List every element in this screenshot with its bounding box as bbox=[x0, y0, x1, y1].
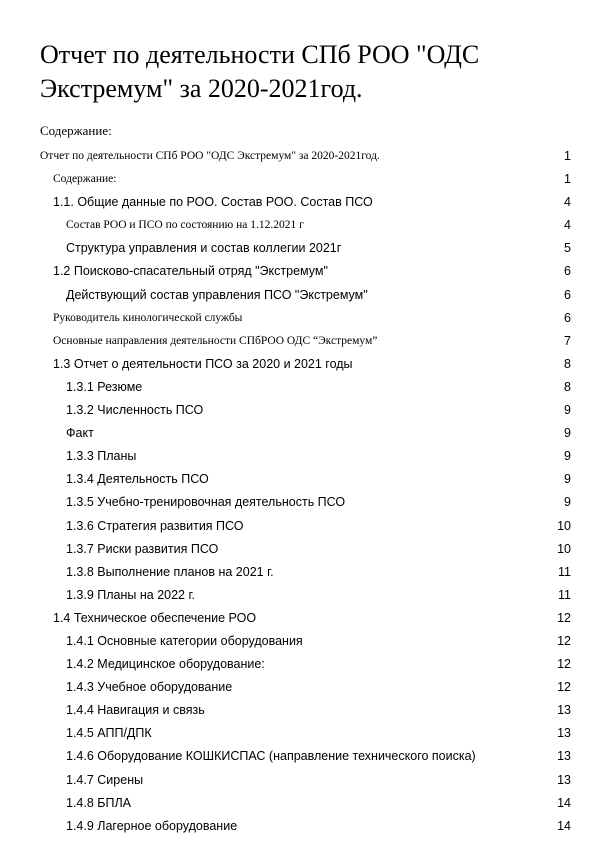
toc-entry[interactable] bbox=[0, 285, 611, 308]
toc-entry-page-number[interactable]: 1 bbox=[564, 149, 571, 163]
toc-entry-page-number[interactable]: 6 bbox=[564, 310, 571, 325]
toc-entry-label[interactable]: 1.3.5 Учебно-тренировочная деятельность ПСО bbox=[66, 495, 346, 510]
toc-entry-page-number[interactable]: 9 bbox=[564, 449, 571, 464]
toc-entry-label[interactable]: 1.3.4 Деятельность ПСО bbox=[66, 472, 209, 487]
toc-entry[interactable] bbox=[0, 331, 611, 354]
toc-entry-page-number[interactable]: 9 bbox=[564, 495, 571, 510]
toc-entry[interactable] bbox=[0, 770, 611, 793]
toc-entry-label[interactable]: 1.4.9 Лагерное оборудование bbox=[66, 818, 238, 833]
toc-entry[interactable] bbox=[0, 192, 611, 215]
toc-entry[interactable] bbox=[0, 400, 611, 423]
toc-entry[interactable] bbox=[0, 492, 611, 515]
toc-entry-page-number[interactable]: 9 bbox=[564, 403, 571, 418]
toc-entry[interactable] bbox=[0, 308, 611, 331]
toc-entry-label[interactable]: 1.3.9 Планы на 2022 г. bbox=[66, 587, 195, 602]
toc-entry-label[interactable]: 1.4.4 Навигация и связь bbox=[66, 703, 205, 718]
toc-entry[interactable] bbox=[0, 377, 611, 400]
toc-heading: Содержание: bbox=[40, 123, 112, 138]
toc-entry-page-number[interactable]: 13 bbox=[557, 772, 571, 787]
toc-entry[interactable] bbox=[0, 238, 611, 261]
toc-entry-label[interactable]: 1.3.3 Планы bbox=[66, 449, 137, 464]
toc-entry[interactable] bbox=[0, 215, 611, 238]
table-of-contents bbox=[0, 146, 611, 839]
toc-entry-label[interactable]: 1.3.6 Стратегия развития ПСО bbox=[66, 518, 244, 533]
toc-entry-page-number[interactable]: 6 bbox=[564, 287, 571, 302]
toc-entry-label[interactable]: 1.4 Техническое обеспечение РОО bbox=[53, 610, 257, 625]
toc-entry-page-number[interactable]: 13 bbox=[557, 726, 571, 741]
toc-entry-page-number[interactable]: 7 bbox=[564, 333, 571, 348]
toc-entry-label[interactable]: 1.4.7 Сирены bbox=[66, 772, 144, 787]
toc-entry[interactable] bbox=[0, 608, 611, 631]
toc-entry-label[interactable]: 1.3.8 Выполнение планов на 2021 г. bbox=[66, 564, 274, 579]
toc-entry-label[interactable]: 1.2 Поисково-спасательный отряд "Экстремум" bbox=[53, 264, 328, 279]
toc-entry-label[interactable]: Структура управления и состав коллегии 2021г bbox=[66, 241, 342, 256]
toc-entry-label[interactable]: 1.4.5 АПП/ДПК bbox=[66, 726, 152, 741]
toc-entry-label[interactable]: Действующий состав управления ПСО "Экстремум" bbox=[66, 287, 368, 302]
toc-entry-page-number[interactable]: 12 bbox=[557, 633, 571, 648]
toc-entry-page-number[interactable]: 9 bbox=[564, 426, 571, 441]
toc-entry-page-number[interactable]: 1 bbox=[564, 172, 571, 187]
toc-entry[interactable] bbox=[0, 446, 611, 469]
toc-entry-label[interactable]: 1.4.2 Медицинское оборудование: bbox=[66, 657, 265, 672]
toc-entry[interactable] bbox=[0, 146, 611, 169]
toc-entry-page-number[interactable]: 11 bbox=[558, 564, 571, 579]
toc-entry-page-number[interactable]: 4 bbox=[564, 195, 571, 210]
toc-entry-page-number[interactable]: 14 bbox=[557, 795, 571, 810]
toc-entry-page-number[interactable]: 12 bbox=[557, 610, 571, 625]
toc-entry-label[interactable]: Состав РОО и ПСО по состоянию на 1.12.2021 г bbox=[66, 219, 304, 232]
toc-entry[interactable] bbox=[0, 539, 611, 562]
toc-entry-page-number[interactable]: 5 bbox=[564, 241, 571, 256]
toc-entry-label[interactable]: 1.4.3 Учебное оборудование bbox=[66, 680, 233, 695]
toc-entry[interactable] bbox=[0, 169, 611, 192]
toc-entry[interactable] bbox=[0, 585, 611, 608]
toc-entry-label[interactable]: 1.4.6 Оборудование КОШКИСПАС (направление технического поиска) bbox=[66, 749, 476, 764]
toc-entry-label[interactable]: 1.4.1 Основные категории оборудования bbox=[66, 633, 303, 648]
toc-entry-label[interactable]: 1.4.8 БПЛА bbox=[66, 795, 132, 810]
toc-entry-label[interactable]: 1.3.1 Резюме bbox=[66, 379, 143, 394]
toc-entry[interactable] bbox=[0, 354, 611, 377]
toc-entry-page-number[interactable]: 11 bbox=[558, 587, 571, 602]
toc-entry[interactable] bbox=[0, 746, 611, 769]
toc-entry-page-number[interactable]: 13 bbox=[557, 749, 571, 764]
toc-entry[interactable] bbox=[0, 469, 611, 492]
toc-entry-page-number[interactable]: 8 bbox=[564, 356, 571, 371]
toc-entry[interactable] bbox=[0, 816, 611, 839]
toc-entry-label[interactable]: Содержание: bbox=[53, 173, 117, 186]
toc-entry-page-number[interactable]: 6 bbox=[564, 264, 571, 279]
toc-entry[interactable] bbox=[0, 723, 611, 746]
toc-entry[interactable] bbox=[0, 700, 611, 723]
toc-entry-label[interactable]: 1.3.7 Риски развития ПСО bbox=[66, 541, 219, 556]
toc-entry[interactable] bbox=[0, 677, 611, 700]
toc-entry-label[interactable]: Руководитель кинологической службы bbox=[53, 311, 243, 324]
toc-entry-label[interactable]: Факт bbox=[66, 426, 94, 441]
toc-entry-page-number[interactable]: 12 bbox=[557, 657, 571, 672]
toc-entry[interactable] bbox=[0, 793, 611, 816]
toc-entry-label[interactable]: 1.1. Общие данные по РОО. Состав РОО. Состав ПСО bbox=[53, 195, 373, 210]
toc-entry-page-number[interactable]: 10 bbox=[557, 518, 571, 533]
toc-entry-page-number[interactable]: 4 bbox=[564, 218, 571, 233]
toc-entry[interactable] bbox=[0, 423, 611, 446]
document-title: Отчет по деятельности СПб РОО "ОДС Экстремум" за 2020-2021год. bbox=[40, 40, 480, 103]
toc-entry[interactable] bbox=[0, 562, 611, 585]
toc-entry-page-number[interactable]: 9 bbox=[564, 472, 571, 487]
toc-entry-page-number[interactable]: 14 bbox=[557, 818, 571, 833]
toc-entry-label[interactable]: 1.3.2 Численность ПСО bbox=[66, 403, 204, 418]
toc-entry[interactable] bbox=[0, 261, 611, 284]
toc-entry[interactable] bbox=[0, 631, 611, 654]
toc-entry-page-number[interactable]: 10 bbox=[557, 541, 571, 556]
toc-entry-label[interactable]: Отчет по деятельности СПб РОО "ОДС Экстремум" за 2020-2021год. bbox=[40, 150, 380, 162]
toc-entry-page-number[interactable]: 13 bbox=[557, 703, 571, 718]
toc-entry-page-number[interactable]: 8 bbox=[564, 379, 571, 394]
toc-entry[interactable] bbox=[0, 654, 611, 677]
toc-entry[interactable] bbox=[0, 516, 611, 539]
toc-entry-label[interactable]: Основные направления деятельности СПбРОО ОДС “Экстремум” bbox=[53, 334, 378, 347]
toc-entry-label[interactable]: 1.3 Отчет о деятельности ПСО за 2020 и 2021 годы bbox=[53, 356, 353, 371]
toc-entry-page-number[interactable]: 12 bbox=[557, 680, 571, 695]
